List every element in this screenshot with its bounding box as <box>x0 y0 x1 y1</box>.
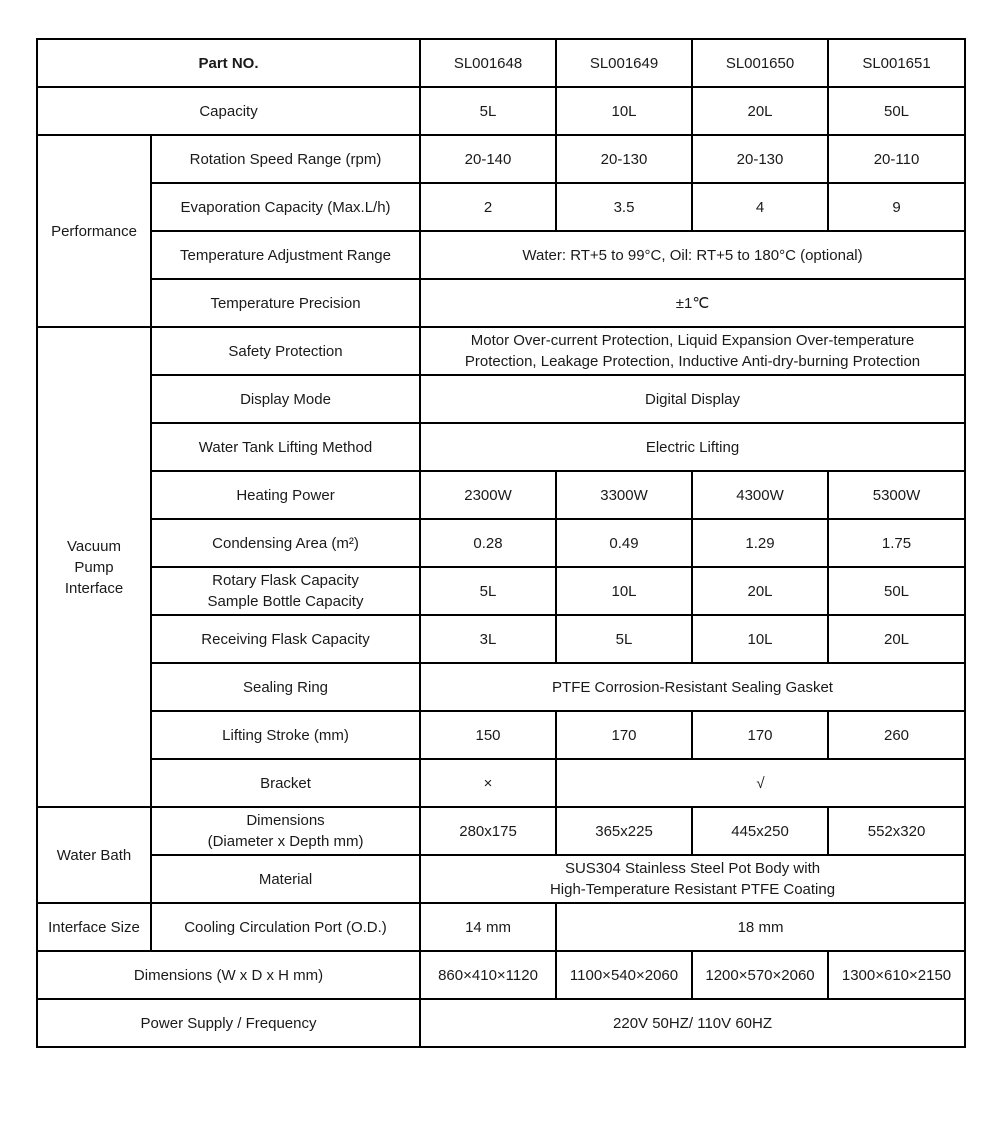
spec-table <box>36 38 966 1048</box>
value-cell: 0.49 <box>556 519 692 567</box>
value-cell-merged: Digital Display <box>420 375 965 423</box>
row-label: Bracket <box>151 759 420 807</box>
row-label: Receiving Flask Capacity <box>151 615 420 663</box>
text-line: Protection, Leakage Protection, Inductive Anti-dry-burning Protection <box>464 353 921 370</box>
row-label: Display Mode <box>151 375 420 423</box>
value-cell: 9 <box>828 183 965 231</box>
text-line: Motor Over-current Protection, Liquid Expansion Over-temperature <box>470 332 915 349</box>
value-cell: 20-110 <box>828 135 965 183</box>
table-row-sealing-ring <box>37 663 965 711</box>
row-label: Evaporation Capacity (Max.L/h) <box>151 183 420 231</box>
value-cell: 170 <box>556 711 692 759</box>
table-row-temp-precision <box>37 279 965 327</box>
table-row-receiving-flask <box>37 615 965 663</box>
row-label: Condensing Area (m²) <box>151 519 420 567</box>
value-cell: 1200×570×2060 <box>692 951 828 999</box>
capacity-cell: 20L <box>692 87 828 135</box>
part-no-cell: SL001648 <box>420 39 556 87</box>
table-row-capacity <box>37 87 965 135</box>
value-cell: 20-140 <box>420 135 556 183</box>
row-label: Dimensions (W x D x H mm) <box>37 951 420 999</box>
row-label: Sealing Ring <box>151 663 420 711</box>
table-row-dimensions <box>37 951 965 999</box>
value-cell-merged <box>420 855 965 903</box>
table-row-power-supply <box>37 999 965 1047</box>
value-cell: 4300W <box>692 471 828 519</box>
part-no-cell: SL001650 <box>692 39 828 87</box>
table-row-display-mode <box>37 375 965 423</box>
text-line: SUS304 Stainless Steel Pot Body with <box>564 860 821 877</box>
value-cell-merged: Water: RT+5 to 99°C, Oil: RT+5 to 180°C (optional) <box>420 231 965 279</box>
value-cell: 1300×610×2150 <box>828 951 965 999</box>
value-cell: 445x250 <box>692 807 828 855</box>
value-cell: 280x175 <box>420 807 556 855</box>
check-mark-icon: √ <box>556 759 965 807</box>
row-label: Material <box>151 855 420 903</box>
text-line: Dimensions <box>246 812 325 829</box>
value-cell: 2 <box>420 183 556 231</box>
group-label-line: Pump <box>74 558 114 576</box>
capacity-label: Capacity <box>37 87 420 135</box>
row-label <box>151 567 420 615</box>
table-row-safety <box>37 327 965 375</box>
part-no-cell: SL001651 <box>828 39 965 87</box>
value-cell: 860×410×1120 <box>420 951 556 999</box>
value-cell: 50L <box>828 567 965 615</box>
value-cell: 3L <box>420 615 556 663</box>
value-cell: 0.28 <box>420 519 556 567</box>
value-cell: 3300W <box>556 471 692 519</box>
value-cell-merged: ±1℃ <box>420 279 965 327</box>
value-cell-merged: 220V 50HZ/ 110V 60HZ <box>420 999 965 1047</box>
text-line: (Diameter x Depth mm) <box>207 833 364 850</box>
group-water-bath: Water Bath <box>37 807 151 903</box>
part-no-cell: SL001649 <box>556 39 692 87</box>
capacity-cell: 50L <box>828 87 965 135</box>
value-cell: 10L <box>556 567 692 615</box>
row-label: Temperature Precision <box>151 279 420 327</box>
cross-mark-icon: × <box>420 759 556 807</box>
value-cell: 4 <box>692 183 828 231</box>
text-line: Rotary Flask Capacity <box>212 572 359 589</box>
table-row-rotation-speed <box>37 135 965 183</box>
value-cell: 20-130 <box>556 135 692 183</box>
value-cell: 5L <box>420 567 556 615</box>
row-label: Rotation Speed Range (rpm) <box>151 135 420 183</box>
value-cell: 2300W <box>420 471 556 519</box>
value-cell: 365x225 <box>556 807 692 855</box>
value-cell: 1.75 <box>828 519 965 567</box>
table-row-temp-range <box>37 231 965 279</box>
row-label: Water Tank Lifting Method <box>151 423 420 471</box>
table-row-condensing-area <box>37 519 965 567</box>
group-interface-size: Interface Size <box>37 903 151 951</box>
table-row-bath-dimensions <box>37 807 965 855</box>
table-row-flask-capacity <box>37 567 965 615</box>
row-label: Safety Protection <box>151 327 420 375</box>
text-line: High-Temperature Resistant PTFE Coating <box>549 881 836 898</box>
value-cell: 1.29 <box>692 519 828 567</box>
table-row-evaporation <box>37 183 965 231</box>
value-cell: 5L <box>556 615 692 663</box>
value-cell-merged: 18 mm <box>556 903 965 951</box>
capacity-cell: 5L <box>420 87 556 135</box>
value-cell: 10L <box>692 615 828 663</box>
row-label: Lifting Stroke (mm) <box>151 711 420 759</box>
value-cell: 552x320 <box>828 807 965 855</box>
row-label: Power Supply / Frequency <box>37 999 420 1047</box>
group-label-line: Vacuum <box>67 537 121 555</box>
row-label: Cooling Circulation Port (O.D.) <box>151 903 420 951</box>
group-label-line: Interface <box>64 579 124 597</box>
table-row-part-no <box>37 39 965 87</box>
row-label: Temperature Adjustment Range <box>151 231 420 279</box>
value-cell: 150 <box>420 711 556 759</box>
value-cell: 20-130 <box>692 135 828 183</box>
part-no-label: Part NO. <box>37 39 420 87</box>
capacity-cell: 10L <box>556 87 692 135</box>
value-cell: 14 mm <box>420 903 556 951</box>
table-row-lifting-method <box>37 423 965 471</box>
row-label: Heating Power <box>151 471 420 519</box>
value-cell: 5300W <box>828 471 965 519</box>
row-label <box>151 807 420 855</box>
table-row-bracket <box>37 759 965 807</box>
value-cell-merged: PTFE Corrosion-Resistant Sealing Gasket <box>420 663 965 711</box>
value-cell: 260 <box>828 711 965 759</box>
value-cell: 3.5 <box>556 183 692 231</box>
table-row-material <box>37 855 965 903</box>
group-performance: Performance <box>37 135 151 327</box>
value-cell: 20L <box>828 615 965 663</box>
value-cell: 170 <box>692 711 828 759</box>
value-cell-merged <box>420 327 965 375</box>
value-cell: 1100×540×2060 <box>556 951 692 999</box>
text-line: Sample Bottle Capacity <box>207 593 364 610</box>
table-row-lifting-stroke <box>37 711 965 759</box>
value-cell: 20L <box>692 567 828 615</box>
table-row-heating-power <box>37 471 965 519</box>
value-cell-merged: Electric Lifting <box>420 423 965 471</box>
group-vacuum-pump-interface <box>37 327 151 807</box>
table-row-cooling-port <box>37 903 965 951</box>
